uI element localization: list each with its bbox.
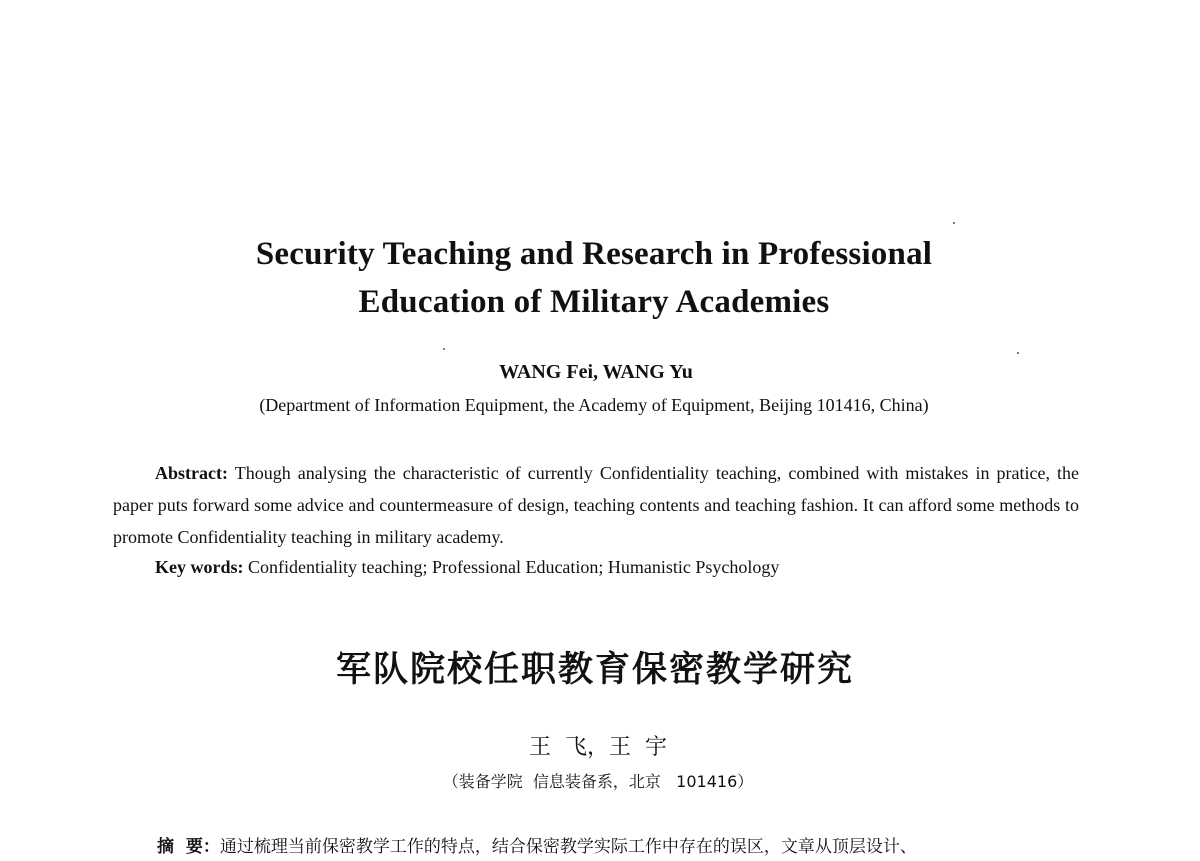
english-affiliation: (Department of Information Equipment, the Academy of Equipment, Beijing 101416, China) bbox=[259, 395, 929, 415]
english-abstract bbox=[113, 457, 1079, 553]
scan-speck bbox=[1017, 352, 1019, 354]
chinese-affiliation: （装备学院 信息装备系，北京 101416） bbox=[442, 772, 754, 791]
english-keywords-text: Confidentiality teaching; Professional Education; Humanistic Psychology bbox=[243, 557, 780, 577]
english-title-line-1: Security Teaching and Research in Professional bbox=[255, 236, 933, 272]
chinese-abstract-label: 摘 要： bbox=[157, 837, 220, 857]
scan-speck bbox=[443, 348, 445, 350]
english-keywords-label: Key words: bbox=[155, 557, 244, 577]
chinese-authors: 王 飞，王 宇 bbox=[529, 735, 667, 760]
english-abstract-text: Though analysing the characteristic of currently Confidentiality teaching, combined with mistakes in pratice, the paper puts forward some advice and countermeasure of design, teaching contents and teaching fashion. It can afford some methods to promote Confidentiality teaching in military academy. bbox=[113, 463, 1079, 547]
scan-speck bbox=[953, 222, 955, 224]
english-title-line-2: Education of Military Academies bbox=[358, 284, 830, 320]
chinese-abstract bbox=[157, 833, 917, 861]
chinese-abstract-text: 通过梳理当前保密教学工作的特点，结合保密教学实际工作中存在的误区，文章从顶层设计、 bbox=[219, 837, 917, 857]
english-abstract-label: Abstract: bbox=[155, 463, 228, 483]
english-authors: WANG Fei, WANG Yu bbox=[499, 361, 693, 383]
chinese-title: 军队院校任职教育保密教学研究 bbox=[335, 650, 854, 690]
english-keywords bbox=[155, 553, 779, 581]
english-title bbox=[0, 230, 1188, 326]
